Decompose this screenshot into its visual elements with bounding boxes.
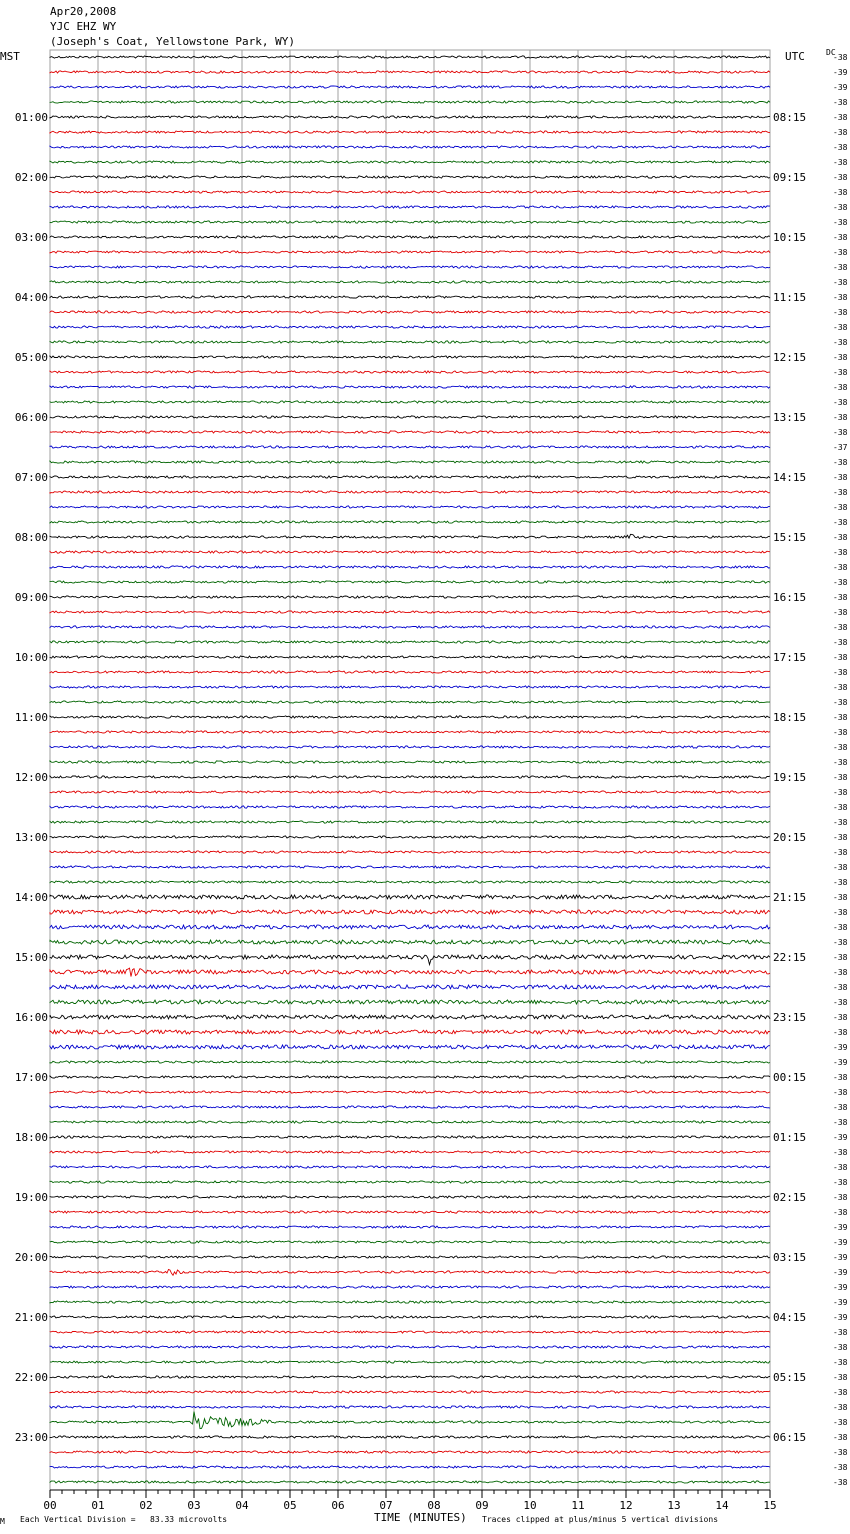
dc-offset-label: -38 — [833, 158, 848, 167]
seismic-trace — [50, 521, 770, 523]
seismic-trace — [50, 176, 770, 178]
seismic-trace — [50, 1436, 770, 1438]
seismic-trace — [50, 206, 770, 208]
seismic-trace — [50, 191, 770, 193]
seismic-trace — [50, 1045, 770, 1049]
dc-offset-label: -38 — [833, 473, 848, 482]
seismic-trace — [50, 101, 770, 103]
seismic-trace — [50, 311, 770, 313]
seismic-trace — [50, 446, 770, 448]
dc-offset-label: -38 — [833, 188, 848, 197]
seismic-trace — [50, 731, 770, 733]
x-tick-label: 12 — [619, 1499, 633, 1512]
seismic-trace — [50, 1481, 770, 1483]
seismic-trace — [50, 881, 770, 883]
dc-offset-label: -39 — [833, 68, 848, 77]
dc-offset-label: -38 — [833, 293, 848, 302]
seismic-trace — [50, 236, 770, 238]
seismic-trace — [50, 1270, 770, 1276]
local-hour-label: 19:00 — [14, 1191, 48, 1204]
local-hour-label: 01:00 — [14, 111, 48, 124]
local-hour-label: 05:00 — [14, 351, 48, 364]
dc-offset-label: -38 — [833, 248, 848, 257]
local-hour-label: 22:00 — [14, 1371, 48, 1384]
dc-offset-label: -38 — [833, 968, 848, 977]
dc-offset-label: -38 — [833, 1358, 848, 1367]
dc-offset-label: -38 — [833, 1418, 848, 1427]
seismic-trace — [50, 86, 770, 88]
seismic-trace — [50, 1000, 770, 1004]
dc-offset-label: -38 — [833, 653, 848, 662]
dc-offset-label: -38 — [833, 683, 848, 692]
seismic-trace — [50, 491, 770, 493]
x-tick-label: 02 — [139, 1499, 153, 1512]
local-hour-label: 04:00 — [14, 291, 48, 304]
dc-offset-label: -38 — [833, 593, 848, 602]
dc-offset-label: -37 — [833, 443, 848, 452]
dc-offset-label: -38 — [833, 1103, 848, 1112]
seismic-trace — [50, 416, 770, 418]
dc-offset-label: -38 — [833, 1193, 848, 1202]
utc-hour-label: 21:15 — [773, 891, 807, 904]
dc-offset-label: -38 — [833, 893, 848, 902]
dc-offset-label: -38 — [833, 758, 848, 767]
seismic-trace — [50, 1106, 770, 1108]
dc-offset-label: -38 — [833, 1328, 848, 1337]
dc-offset-label: -38 — [833, 773, 848, 782]
x-axis-title: TIME (MINUTES) — [374, 1511, 467, 1524]
dc-offset-label: -38 — [833, 98, 848, 107]
x-tick-label: 07 — [379, 1499, 393, 1512]
seismic-trace — [50, 910, 770, 914]
local-timezone-label: MST — [0, 50, 20, 63]
seismic-trace — [50, 296, 770, 298]
seismic-trace — [50, 161, 770, 163]
dc-offset-label: -38 — [833, 548, 848, 557]
utc-hour-label: 04:15 — [773, 1311, 807, 1324]
dc-offset-label: -38 — [833, 623, 848, 632]
dc-offset-label: -38 — [833, 1478, 848, 1487]
plot-date: Apr20,2008 — [50, 5, 117, 18]
local-hour-label: 23:00 — [14, 1431, 48, 1444]
dc-offset-label: -39 — [833, 1238, 848, 1247]
utc-hour-label: 22:15 — [773, 951, 807, 964]
seismic-trace — [50, 1331, 770, 1333]
seismic-trace — [50, 806, 770, 808]
utc-hour-label: 08:15 — [773, 111, 807, 124]
x-tick-label: 15 — [763, 1499, 777, 1512]
dc-offset-label: -38 — [833, 53, 848, 62]
local-hour-label: 09:00 — [14, 591, 48, 604]
utc-hour-label: 16:15 — [773, 591, 807, 604]
seismic-trace — [50, 1361, 770, 1363]
seismic-trace — [50, 356, 770, 358]
x-tick-label: 03 — [187, 1499, 201, 1512]
seismic-trace — [50, 1391, 770, 1393]
utc-hour-label: 05:15 — [773, 1371, 807, 1384]
seismic-trace — [50, 281, 770, 283]
seismic-trace — [50, 1376, 770, 1378]
seismic-trace — [50, 671, 770, 673]
local-hour-label: 17:00 — [14, 1071, 48, 1084]
dc-offset-label: -38 — [833, 743, 848, 752]
local-hour-label: 03:00 — [14, 231, 48, 244]
dc-offset-label: -39 — [833, 1058, 848, 1067]
dc-offset-label: -38 — [833, 638, 848, 647]
dc-offset-label: -38 — [833, 233, 848, 242]
dc-offset-label: -39 — [833, 1133, 848, 1142]
local-hour-label: 21:00 — [14, 1311, 48, 1324]
seismic-trace — [50, 836, 770, 838]
dc-offset-label: -38 — [833, 308, 848, 317]
local-hour-label: 10:00 — [14, 651, 48, 664]
seismic-trace — [50, 1196, 770, 1198]
utc-hour-label: 06:15 — [773, 1431, 807, 1444]
dc-offset-label: -38 — [833, 173, 848, 182]
local-hour-label: 15:00 — [14, 951, 48, 964]
utc-hour-label: 03:15 — [773, 1251, 807, 1264]
x-tick-label: 14 — [715, 1499, 729, 1512]
seismic-trace — [50, 221, 770, 223]
seismic-trace — [50, 551, 770, 553]
dc-offset-label: -38 — [833, 1448, 848, 1457]
dc-offset-label: -38 — [833, 578, 848, 587]
seismic-trace — [50, 1451, 770, 1453]
dc-offset-label: -38 — [833, 428, 848, 437]
seismic-trace — [50, 506, 770, 508]
local-hour-label: 11:00 — [14, 711, 48, 724]
utc-hour-label: 10:15 — [773, 231, 807, 244]
dc-offset-label: -38 — [833, 1013, 848, 1022]
seismic-trace — [50, 371, 770, 373]
dc-offset-label: -38 — [833, 278, 848, 287]
dc-offset-label: -38 — [833, 1148, 848, 1157]
dc-offset-label: -38 — [833, 1388, 848, 1397]
seismic-trace — [50, 476, 770, 478]
seismic-trace — [50, 146, 770, 148]
seismic-trace — [50, 131, 770, 133]
dc-offset-label: -38 — [833, 563, 848, 572]
seismic-trace — [50, 71, 770, 73]
seismic-trace — [50, 401, 770, 403]
seismic-trace — [50, 1015, 770, 1019]
utc-hour-label: 23:15 — [773, 1011, 807, 1024]
seismic-trace — [50, 851, 770, 853]
local-hour-label: 07:00 — [14, 471, 48, 484]
seismic-trace — [50, 326, 770, 328]
dc-offset-label: -38 — [833, 953, 848, 962]
seismic-trace — [50, 1241, 770, 1243]
dc-offset-label: -39 — [833, 1283, 848, 1292]
dc-offset-label: -38 — [833, 113, 848, 122]
seismic-trace — [50, 791, 770, 793]
seismic-trace — [50, 821, 770, 823]
dc-offset-label: -38 — [833, 398, 848, 407]
x-tick-label: 06 — [331, 1499, 345, 1512]
seismic-trace — [50, 431, 770, 433]
dc-offset-label: -38 — [833, 383, 848, 392]
seismic-trace — [50, 1412, 770, 1429]
x-tick-label: 09 — [475, 1499, 489, 1512]
dc-offset-label: -38 — [833, 668, 848, 677]
seismic-trace — [50, 968, 770, 976]
dc-offset-label: -38 — [833, 1208, 848, 1217]
corner-mark: M — [0, 1517, 5, 1526]
dc-offset-label: -38 — [833, 803, 848, 812]
dc-offset-label: -38 — [833, 263, 848, 272]
dc-offset-label: -38 — [833, 863, 848, 872]
dc-offset-label: -38 — [833, 983, 848, 992]
dc-offset-label: -38 — [833, 608, 848, 617]
seismic-trace — [50, 1061, 770, 1063]
x-tick-label: 11 — [571, 1499, 585, 1512]
dc-offset-label: -39 — [833, 1253, 848, 1262]
dc-offset-label: -38 — [833, 143, 848, 152]
seismic-trace — [50, 656, 770, 658]
seismic-trace — [50, 56, 770, 58]
dc-offset-label: -39 — [833, 1298, 848, 1307]
utc-hour-label: 00:15 — [773, 1071, 807, 1084]
utc-hour-label: 17:15 — [773, 651, 807, 664]
local-hour-label: 16:00 — [14, 1011, 48, 1024]
dc-offset-label: -38 — [833, 1163, 848, 1172]
dc-offset-label: -38 — [833, 323, 848, 332]
dc-offset-label: -38 — [833, 413, 848, 422]
utc-hour-label: 18:15 — [773, 711, 807, 724]
utc-timezone-label: UTC — [785, 50, 805, 63]
utc-hour-label: 15:15 — [773, 531, 807, 544]
seismic-trace — [50, 1301, 770, 1303]
station-location: (Joseph's Coat, Yellowstone Park, WY) — [50, 35, 296, 48]
seismic-trace — [50, 701, 770, 703]
dc-offset-label: -38 — [833, 713, 848, 722]
seismic-trace — [50, 341, 770, 343]
dc-offset-label: -39 — [833, 1223, 848, 1232]
seismic-trace — [50, 776, 770, 778]
dc-offset-label: -38 — [833, 1373, 848, 1382]
dc-offset-header: DC — [826, 48, 836, 57]
utc-hour-label: 11:15 — [773, 291, 807, 304]
seismic-trace — [50, 1466, 770, 1468]
dc-offset-label: -38 — [833, 458, 848, 467]
dc-offset-label: -38 — [833, 878, 848, 887]
dc-offset-label: -39 — [833, 1313, 848, 1322]
dc-offset-label: -38 — [833, 1178, 848, 1187]
seismic-trace — [50, 1226, 770, 1228]
dc-offset-label: -38 — [833, 788, 848, 797]
utc-hour-label: 02:15 — [773, 1191, 807, 1204]
dc-offset-label: -39 — [833, 1268, 848, 1277]
dc-offset-label: -39 — [833, 83, 848, 92]
seismic-trace — [50, 386, 770, 388]
seismic-trace — [50, 611, 770, 613]
seismic-trace — [50, 1091, 770, 1093]
utc-hour-label: 19:15 — [773, 771, 807, 784]
local-hour-label: 13:00 — [14, 831, 48, 844]
seismic-trace — [50, 955, 770, 965]
seismic-trace — [50, 581, 770, 583]
dc-offset-label: -38 — [833, 203, 848, 212]
dc-offset-label: -38 — [833, 728, 848, 737]
x-tick-label: 05 — [283, 1499, 297, 1512]
seismic-trace — [50, 895, 770, 899]
dc-offset-label: -38 — [833, 128, 848, 137]
seismic-trace — [50, 1286, 770, 1288]
seismic-trace — [50, 566, 770, 568]
dc-offset-label: -38 — [833, 518, 848, 527]
seismic-trace — [50, 1346, 770, 1348]
seismic-trace — [50, 251, 770, 253]
utc-hour-label: 13:15 — [773, 411, 807, 424]
seismic-trace — [50, 866, 770, 868]
x-tick-label: 04 — [235, 1499, 249, 1512]
x-tick-label: 01 — [91, 1499, 105, 1512]
seismic-trace — [50, 1211, 770, 1213]
seismic-trace — [50, 1076, 770, 1078]
dc-offset-label: -38 — [833, 368, 848, 377]
dc-offset-label: -38 — [833, 503, 848, 512]
dc-offset-label: -38 — [833, 218, 848, 227]
dc-offset-label: -38 — [833, 338, 848, 347]
dc-offset-label: -38 — [833, 848, 848, 857]
x-tick-label: 10 — [523, 1499, 537, 1512]
seismic-trace — [50, 266, 770, 268]
seismic-trace — [50, 1406, 770, 1408]
dc-offset-label: -38 — [833, 998, 848, 1007]
dc-offset-label: -38 — [833, 1343, 848, 1352]
seismic-trace — [50, 1151, 770, 1153]
seismic-trace — [50, 985, 770, 989]
dc-offset-label: -38 — [833, 908, 848, 917]
seismic-trace — [50, 1166, 770, 1168]
utc-hour-label: 20:15 — [773, 831, 807, 844]
local-hour-label: 20:00 — [14, 1251, 48, 1264]
station-code: YJC EHZ WY — [50, 20, 117, 33]
local-hour-label: 08:00 — [14, 531, 48, 544]
dc-offset-label: -38 — [833, 488, 848, 497]
dc-offset-label: -39 — [833, 1043, 848, 1052]
utc-hour-label: 12:15 — [773, 351, 807, 364]
seismic-trace — [50, 461, 770, 463]
seismic-trace — [50, 1136, 770, 1138]
dc-offset-label: -38 — [833, 833, 848, 842]
seismic-trace — [50, 534, 770, 538]
dc-offset-label: -38 — [833, 1073, 848, 1082]
seismic-trace — [50, 746, 770, 748]
dc-offset-label: -38 — [833, 923, 848, 932]
seismic-trace — [50, 626, 770, 628]
seismic-trace — [50, 641, 770, 643]
seismic-trace — [50, 116, 770, 118]
x-tick-label: 00 — [43, 1499, 57, 1512]
local-hour-label: 02:00 — [14, 171, 48, 184]
seismic-trace — [50, 716, 770, 718]
dc-offset-label: -38 — [833, 938, 848, 947]
seismic-trace — [50, 761, 770, 763]
dc-offset-label: -38 — [833, 1433, 848, 1442]
seismic-trace — [50, 1316, 770, 1318]
seismic-trace — [50, 1121, 770, 1123]
clip-note: Traces clipped at plus/minus 5 vertical divisions — [482, 1515, 719, 1524]
local-hour-label: 06:00 — [14, 411, 48, 424]
x-tick-label: 08 — [427, 1499, 441, 1512]
scale-note: Each Vertical Division = 83.33 microvolts — [20, 1515, 228, 1524]
seismic-trace — [50, 925, 770, 929]
dc-offset-label: -38 — [833, 1028, 848, 1037]
dc-offset-label: -38 — [833, 818, 848, 827]
dc-offset-label: -38 — [833, 1088, 848, 1097]
dc-offset-label: -38 — [833, 353, 848, 362]
dc-offset-label: -38 — [833, 533, 848, 542]
seismic-trace — [50, 1030, 770, 1034]
seismic-trace — [50, 686, 770, 688]
local-hour-label: 14:00 — [14, 891, 48, 904]
dc-offset-label: -38 — [833, 1403, 848, 1412]
x-tick-label: 13 — [667, 1499, 681, 1512]
utc-hour-label: 09:15 — [773, 171, 807, 184]
seismic-trace — [50, 1181, 770, 1183]
local-hour-label: 12:00 — [14, 771, 48, 784]
dc-offset-label: -38 — [833, 698, 848, 707]
local-hour-label: 18:00 — [14, 1131, 48, 1144]
seismic-trace — [50, 940, 770, 944]
dc-offset-label: -38 — [833, 1463, 848, 1472]
utc-hour-label: 14:15 — [773, 471, 807, 484]
seismic-trace — [50, 596, 770, 598]
utc-hour-label: 01:15 — [773, 1131, 807, 1144]
dc-offset-label: -38 — [833, 1118, 848, 1127]
seismic-trace — [50, 1256, 770, 1258]
